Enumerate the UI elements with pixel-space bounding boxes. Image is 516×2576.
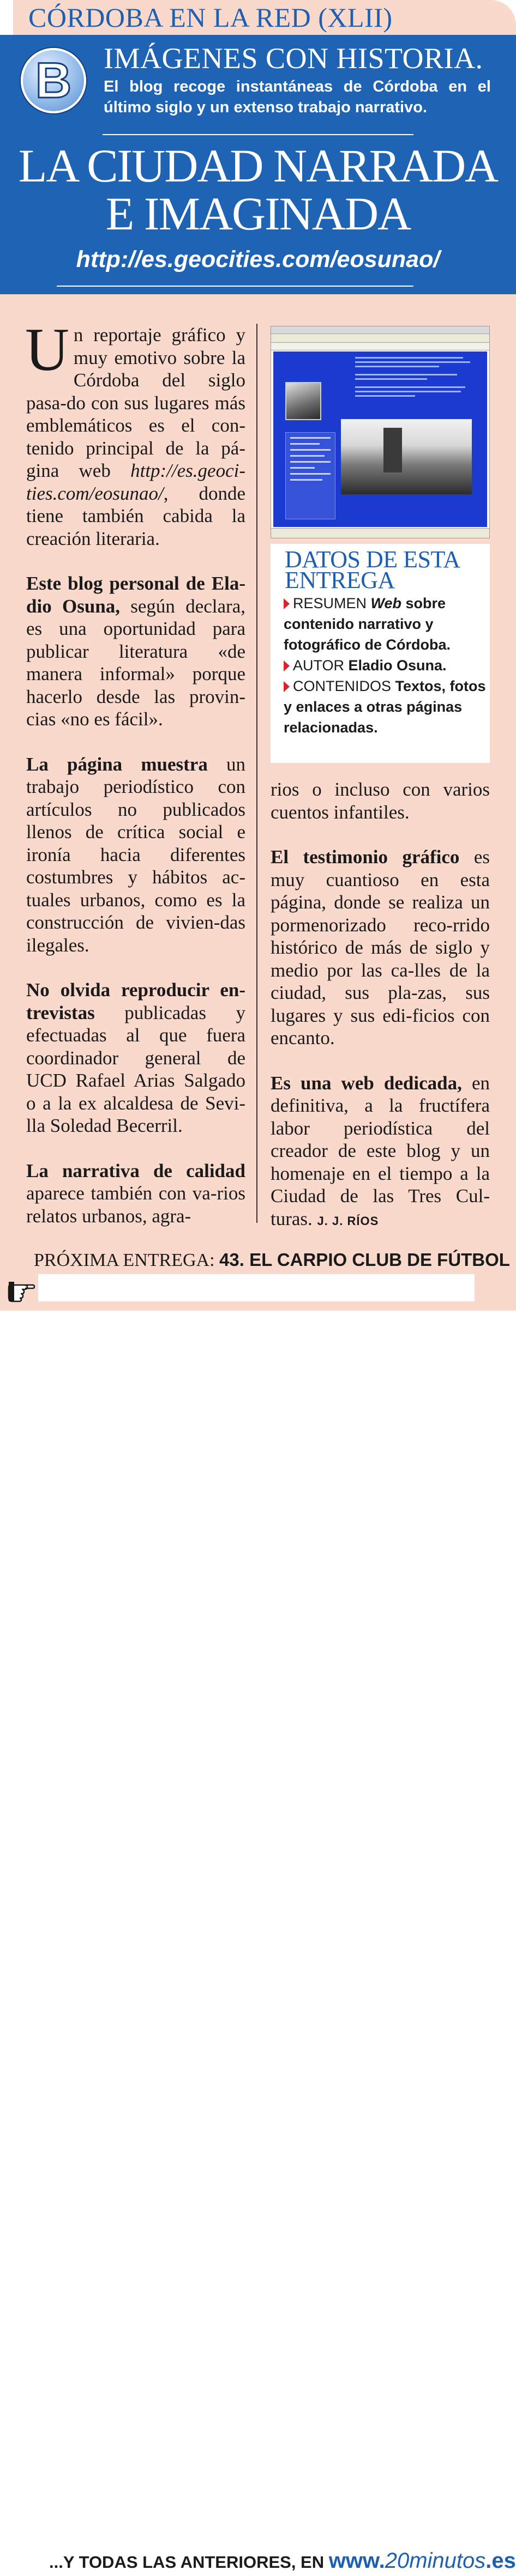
data-item-autor: AUTOR Eladio Osuna. xyxy=(284,655,487,676)
data-item-resumen: RESUMEN Web sobre contenido narrativo y fotográfico de Córdoba. xyxy=(284,595,451,653)
paragraph: El testimonio gráfico es muy cuantioso en esta página, donde se realiza un pormenorizado reco-rrido histórico de más de siglo y medio por las ca-lles de la ciudad, sus pla-zas, sus lugares y sus edi-ficios con encanto. xyxy=(271,846,490,1048)
series-banner: CÓRDOBA EN LA RED (XLII) xyxy=(13,0,516,35)
byline: J. J. RÍOS xyxy=(317,1214,379,1228)
next-issue-value: 43. EL CARPIO CLUB DE FÚTBOL xyxy=(219,1250,510,1270)
next-issue-label: PRÓXIMA ENTREGA: xyxy=(34,1250,220,1270)
paragraph-intro: Un reportaje gráfico y muy emotivo sobre la Córdoba del siglo pasa-do con sus lugares más emblemáticos es el con-tenido principal de la pá-gina web http://es.geoci-ties.com/eosunao/, donde tiene también cabida la creación literaria. xyxy=(25,316,245,549)
paragraph: Este blog personal de Ela-dio Osuna, según declara, es una oportunidad para publicar literatura «de manera informal» porque hacerlo desde las provin-cias «no es fácil». xyxy=(26,573,245,730)
badge-letter: B xyxy=(35,53,72,108)
kicker-subtitle: El blog recoge instantáneas de Córdoba en el último siglo y un extenso trabajo narrativo. xyxy=(104,78,491,116)
paragraph: Es una web dedicada, en definitiva, a la fructífera labor periodística del creador de este blog y un homenaje en el tiempo a la Ciudad de las Tres Cul-turas. J. J. RÍOS xyxy=(271,1072,490,1229)
kicker-title: IMÁGENES CON HISTORIA. xyxy=(104,42,483,75)
headline-line-1: LA CIUDAD NARRADA xyxy=(18,140,498,192)
article-column-left xyxy=(25,316,246,1250)
header-block xyxy=(0,35,516,294)
column-divider xyxy=(256,324,257,1223)
divider-line xyxy=(103,134,413,135)
tower-silhouette xyxy=(383,428,402,472)
bullet-triangle-icon xyxy=(284,660,290,671)
divider-line xyxy=(57,286,413,287)
headline-line-2: E IMAGINADA xyxy=(105,187,411,240)
bullet-triangle-icon xyxy=(284,598,290,609)
site-menu xyxy=(285,432,335,519)
blog-url: http://es.geocities.com/eosunao/ xyxy=(76,246,440,272)
data-item-contenidos: CONTENIDOS Textos, fotos y enlaces a otras páginas relacionadas. xyxy=(284,678,486,736)
paragraph: rios o incluso con varios cuentos infantiles. xyxy=(271,779,490,823)
data-box xyxy=(271,544,490,763)
data-box-items xyxy=(284,593,487,738)
website-screenshot-image xyxy=(271,326,490,538)
data-box-title: DATOS DE ESTA ENTREGA xyxy=(285,546,459,593)
all-issues-text: ...Y TODAS LAS ANTERIORES, EN xyxy=(49,2553,329,2572)
paragraph: La narrativa de calidad aparece también con va-rios relatos urbanos, agra- xyxy=(26,1160,245,1227)
inline-url: http://es.geoci-ties.com/eosunao/ xyxy=(26,460,245,504)
historic-photo xyxy=(341,419,472,494)
paragraph: No olvida reproducir en-trevistas publicadas y efectuadas al que fuera coordinador general de UCD Rafael Arias Salgado o a la ex alcaldesa de Sevi-lla Soledad Becerril. xyxy=(26,979,245,1136)
drop-cap: U xyxy=(25,316,69,384)
bullet-triangle-icon xyxy=(284,681,290,692)
article-column-right xyxy=(271,778,490,1254)
all-issues xyxy=(0,1273,516,2573)
portrait-photo xyxy=(285,382,321,420)
site-link[interactable]: www.20minutos.es xyxy=(328,2549,516,2573)
headline xyxy=(11,142,505,238)
paragraph: La página muestra un trabajo periodístico con artículos no publicados llenos de crítica social e ironía hacia diferentes costumbres y hábitos ac-tuales urbanos, como es la construcción de vivien-das ilegales. xyxy=(26,753,246,956)
blog-badge-icon xyxy=(21,48,86,113)
next-issue xyxy=(34,1250,508,1271)
